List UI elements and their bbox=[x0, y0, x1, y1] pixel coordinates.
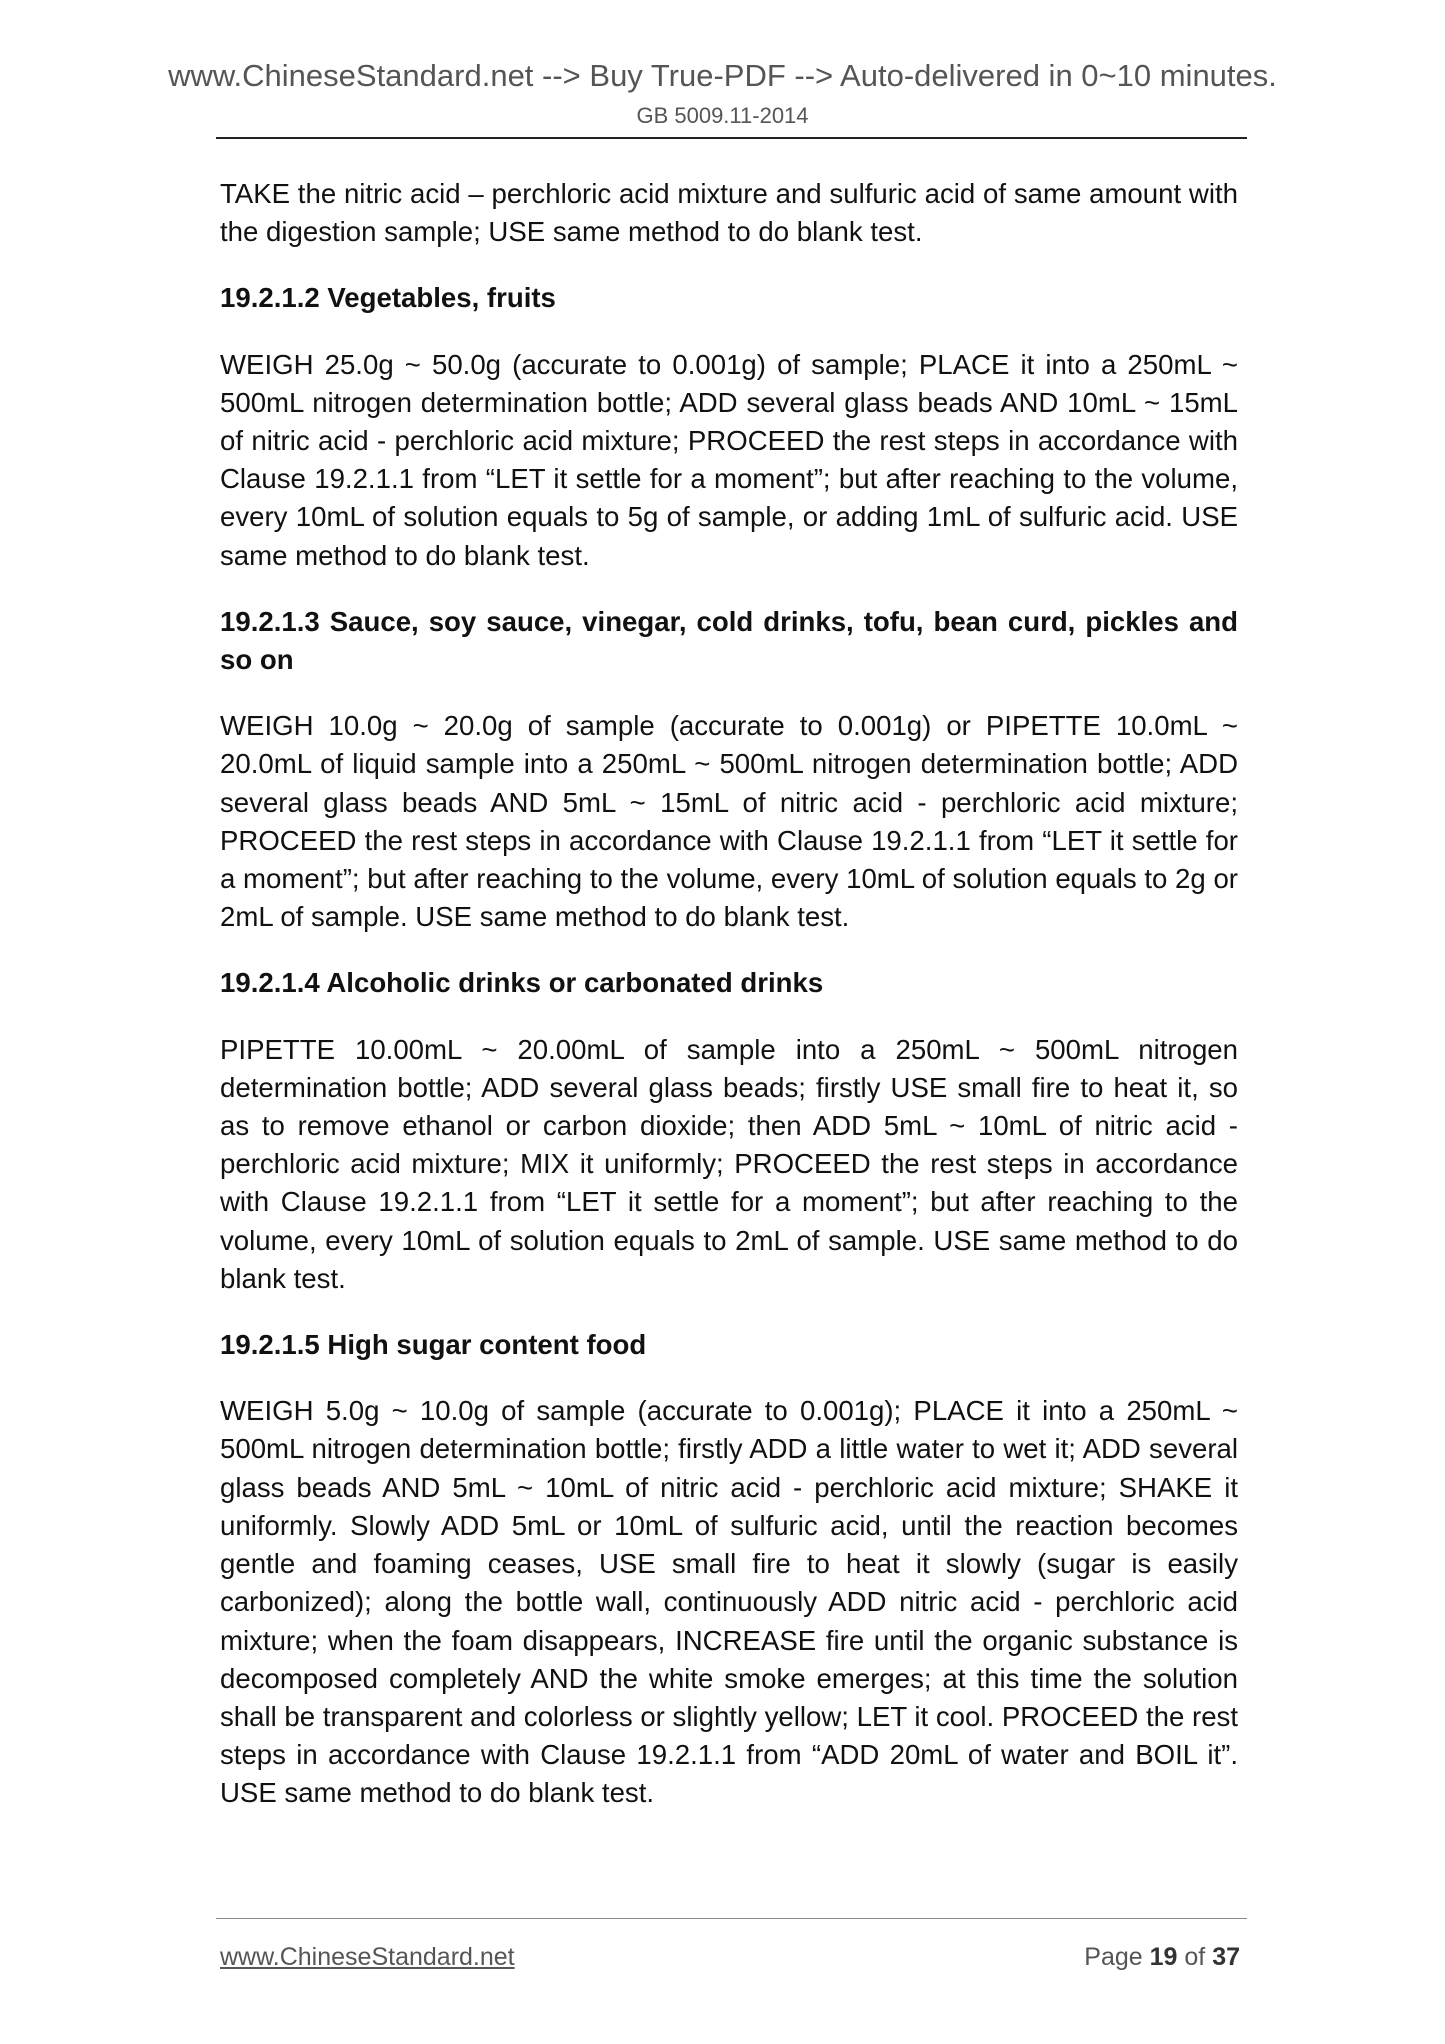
section-heading-19-2-1-5: 19.2.1.5 High sugar content food bbox=[220, 1329, 647, 1361]
header-banner: www.ChineseStandard.net --> Buy True-PDF --> Auto-delivered in 0~10 minutes. bbox=[168, 58, 1277, 93]
footer-site-link[interactable]: www.ChineseStandard.net bbox=[220, 1943, 515, 1971]
section-paragraph-19-2-1-2: WEIGH 25.0g ~ 50.0g (accurate to 0.001g) of sample; PLACE it into a 250mL ~ 500mL nitrogen determination bottle; ADD several glass beads AND 10mL ~ 15mL of nitric acid - perchloric acid mixture; PROCEED the rest steps in accordance with Clause 19.2.1.1 from “LET it settle for a moment”; but after reaching to the volume, every 10mL of solution equals to 5g of sample, or adding 1mL of sulfuric acid. USE same method to do blank test. bbox=[220, 348, 1238, 571]
standard-code: GB 5009.11-2014 bbox=[636, 103, 809, 128]
document-body bbox=[220, 175, 1238, 1841]
page-number bbox=[1084, 1942, 1240, 1972]
section-heading-19-2-1-4: 19.2.1.4 Alcoholic drinks or carbonated drinks bbox=[220, 967, 824, 999]
section-heading-19-2-1-2: 19.2.1.2 Vegetables, fruits bbox=[220, 282, 556, 314]
footer-divider bbox=[216, 1918, 1247, 1919]
section-heading-19-2-1-3: 19.2.1.3 Sauce, soy sauce, vinegar, cold drinks, tofu, bean curd, pickles and so on bbox=[220, 605, 1238, 676]
page-total: 37 bbox=[1212, 1943, 1240, 1971]
page-current: 19 bbox=[1149, 1943, 1178, 1971]
section-paragraph-19-2-1-4: PIPETTE 10.00mL ~ 20.00mL of sample into a 250mL ~ 500mL nitrogen determination bottle; ADD several glass beads; firstly USE small fire to heat it, so as to remove ethanol or carbon dioxide; then ADD 5mL ~ 10mL of nitric acid - perchloric acid mixture; MIX it uniformly; PROCEED the rest steps in accordance with Clause 19.2.1.1 from “LET it settle for a moment”; but after reaching to the volume, every 10mL of solution equals to 2mL of sample. USE same method to do blank test. bbox=[220, 1033, 1238, 1294]
header-divider bbox=[216, 137, 1247, 139]
intro-paragraph: TAKE the nitric acid – perchloric acid mixture and sulfuric acid of same amount with the digestion sample; USE same method to do blank test. bbox=[220, 178, 1238, 248]
page-of: of bbox=[1184, 1943, 1206, 1971]
page-word: Page bbox=[1084, 1943, 1143, 1971]
section-paragraph-19-2-1-3: WEIGH 10.0g ~ 20.0g of sample (accurate to 0.001g) or PIPETTE 10.0mL ~ 20.0mL of liquid sample into a 250mL ~ 500mL nitrogen determination bottle; ADD several glass beads AND 5mL ~ 15mL of nitric acid - perchloric acid mixture; PROCEED the rest steps in accordance with Clause 19.2.1.1 from “LET it settle for a moment”; but after reaching to the volume, every 10mL of solution equals to 2g or 2mL of sample. USE same method to do blank test. bbox=[220, 710, 1238, 933]
section-paragraph-19-2-1-5: WEIGH 5.0g ~ 10.0g of sample (accurate to 0.001g); PLACE it into a 250mL ~ 500mL nitrogen determination bottle; firstly ADD a little water to wet it; ADD several glass beads AND 5mL ~ 10mL of nitric acid - perchloric acid mixture; SHAKE it uniformly. Slowly ADD 5mL or 10mL of sulfuric acid, until the reaction becomes gentle and foaming ceases, USE small fire to heat it slowly (sugar is easily carbonized); along the bottle wall, continuously ADD nitric acid - perchloric acid mixture; when the foam disappears, INCREASE fire until the organic substance is decomposed completely AND the white smoke emerges; at this time the solution shall be transparent and colorless or slightly yellow; LET it cool. PROCEED the rest steps in accordance with Clause 19.2.1.1 from “ADD 20mL of water and BOIL it”. USE same method to do blank test. bbox=[220, 1395, 1238, 1809]
